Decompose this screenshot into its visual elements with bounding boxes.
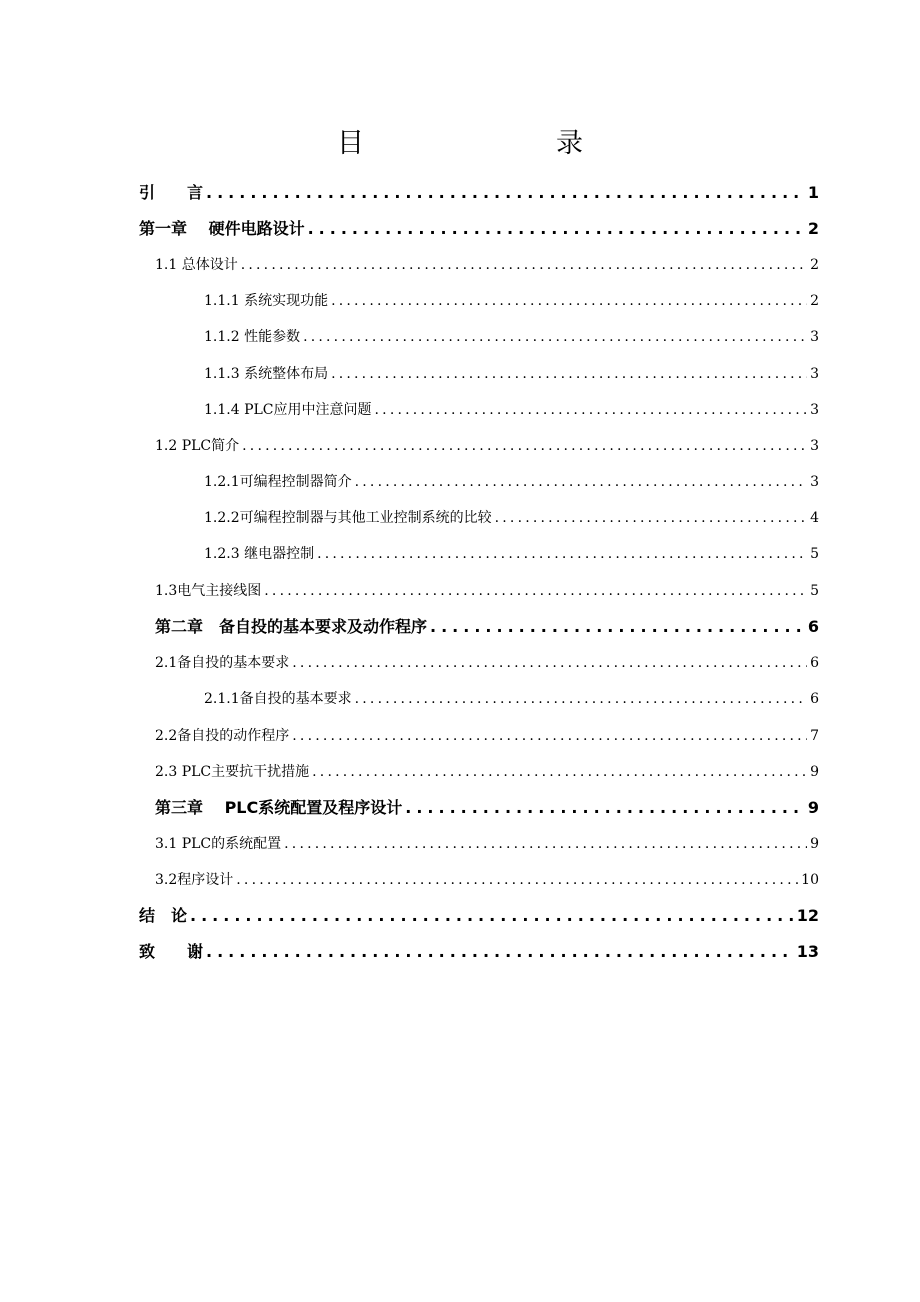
toc-page-number: 13	[796, 942, 819, 961]
toc-entry-1-2-1[interactable]	[204, 470, 819, 494]
toc-entry-3-1[interactable]	[155, 832, 819, 856]
toc-entry-1-2[interactable]	[155, 434, 819, 458]
toc-entry-1-1-4[interactable]	[204, 398, 819, 422]
toc-entry-label: 3.1 PLC的系统配置	[155, 836, 282, 852]
dot-leader	[355, 687, 807, 711]
toc-page-number: 3	[810, 402, 819, 418]
toc-entry-acknowledgements[interactable]	[139, 940, 819, 964]
toc-entry-1-1-2[interactable]	[204, 325, 819, 349]
toc-page-number: 9	[810, 836, 819, 852]
toc-entry-label: 2.1.1备自投的基本要求	[204, 691, 352, 707]
toc-page-number: 6	[810, 655, 819, 671]
toc-page-number: 4	[810, 510, 819, 526]
toc-page-number: 6	[810, 691, 819, 707]
toc-entry-label: 1.3电气主接线图	[155, 583, 262, 599]
toc-entry-2-3[interactable]	[155, 760, 819, 784]
dot-leader	[284, 832, 807, 856]
toc-entry-label: 引 言	[139, 183, 204, 202]
toc-entry-label: 1.1.4 PLC应用中注意问题	[204, 402, 372, 418]
toc-page-number: 6	[807, 617, 819, 636]
toc-page-number: 7	[810, 728, 819, 744]
dot-leader	[206, 940, 794, 964]
toc-entry-label: 1.1.2 性能参数	[204, 329, 301, 345]
toc-entry-1-1-3[interactable]	[204, 362, 819, 386]
dot-leader	[317, 542, 807, 566]
dot-leader	[236, 868, 798, 892]
dot-leader	[308, 217, 805, 241]
dot-leader	[292, 651, 807, 675]
toc-entry-label: 1.1.1 系统实现功能	[204, 293, 329, 309]
toc-entry-label: 2.3 PLC主要抗干扰措施	[155, 764, 310, 780]
toc-page-number: 3	[810, 438, 819, 454]
dot-leader	[495, 506, 807, 530]
toc-entry-chapter-1[interactable]	[139, 217, 819, 241]
toc-entry-label: 第二章 备自投的基本要求及动作程序	[155, 617, 428, 636]
toc-page-number: 3	[810, 474, 819, 490]
dot-leader	[264, 579, 807, 603]
toc-page-number: 9	[807, 798, 819, 817]
toc-page-number: 2	[810, 257, 819, 273]
dot-leader	[242, 434, 807, 458]
toc-page-number: 12	[796, 906, 819, 925]
toc-title: 目 录	[337, 128, 629, 159]
toc-entry-label: 第一章 硬件电路设计	[139, 219, 305, 238]
toc-page-number: 9	[810, 764, 819, 780]
toc-entry-conclusion[interactable]	[139, 904, 819, 928]
dot-leader	[331, 289, 807, 313]
toc-entry-1-1-1[interactable]	[204, 289, 819, 313]
dot-leader	[405, 796, 805, 820]
toc-entry-1-3[interactable]	[155, 579, 819, 603]
dot-leader	[312, 760, 807, 784]
toc-entry-chapter-2[interactable]	[155, 615, 819, 639]
toc-entry-1-1[interactable]	[155, 253, 819, 277]
dot-leader	[292, 724, 807, 748]
dot-leader	[375, 398, 808, 422]
toc-entry-label: 致 谢	[139, 942, 204, 961]
toc-page-number: 2	[807, 219, 819, 238]
toc-entry-label: 第三章 PLC系统配置及程序设计	[155, 798, 403, 817]
toc-entry-1-2-2[interactable]	[204, 506, 819, 530]
toc-entry-2-2[interactable]	[155, 724, 819, 748]
toc-entry-preface[interactable]	[139, 181, 819, 205]
toc-entry-label: 3.2程序设计	[155, 872, 234, 888]
dot-leader	[355, 470, 807, 494]
dot-leader	[303, 325, 807, 349]
toc-entry-2-1-1[interactable]	[204, 687, 819, 711]
toc-page-number: 3	[810, 329, 819, 345]
toc-entry-2-1[interactable]	[155, 651, 819, 675]
toc-page-number: 5	[810, 583, 819, 599]
toc-entry-chapter-3[interactable]	[155, 796, 819, 820]
toc-entry-label: 结 论	[139, 906, 188, 925]
toc-page-number: 2	[810, 293, 819, 309]
dot-leader	[206, 181, 805, 205]
dot-leader	[331, 362, 807, 386]
dot-leader	[190, 904, 794, 928]
toc-entry-label: 1.1 总体设计	[155, 257, 238, 273]
toc-page-number: 1	[807, 183, 819, 202]
toc-page-number: 5	[810, 546, 819, 562]
dot-leader	[430, 615, 805, 639]
toc-entry-label: 2.2备自投的动作程序	[155, 728, 290, 744]
dot-leader	[241, 253, 807, 277]
toc-entry-1-2-3[interactable]	[204, 542, 819, 566]
toc-page-number: 3	[810, 366, 819, 382]
toc-entry-label: 1.2.1可编程控制器简介	[204, 474, 352, 490]
toc-entry-3-2[interactable]	[155, 868, 819, 892]
toc-entry-label: 2.1备自投的基本要求	[155, 655, 290, 671]
toc-entry-label: 1.2 PLC简介	[155, 438, 240, 454]
toc-entry-label: 1.2.3 继电器控制	[204, 546, 315, 562]
toc-page-number: 10	[801, 872, 819, 888]
toc-entry-label: 1.2.2可编程控制器与其他工业控制系统的比较	[204, 510, 492, 526]
toc-entry-label: 1.1.3 系统整体布局	[204, 366, 329, 382]
